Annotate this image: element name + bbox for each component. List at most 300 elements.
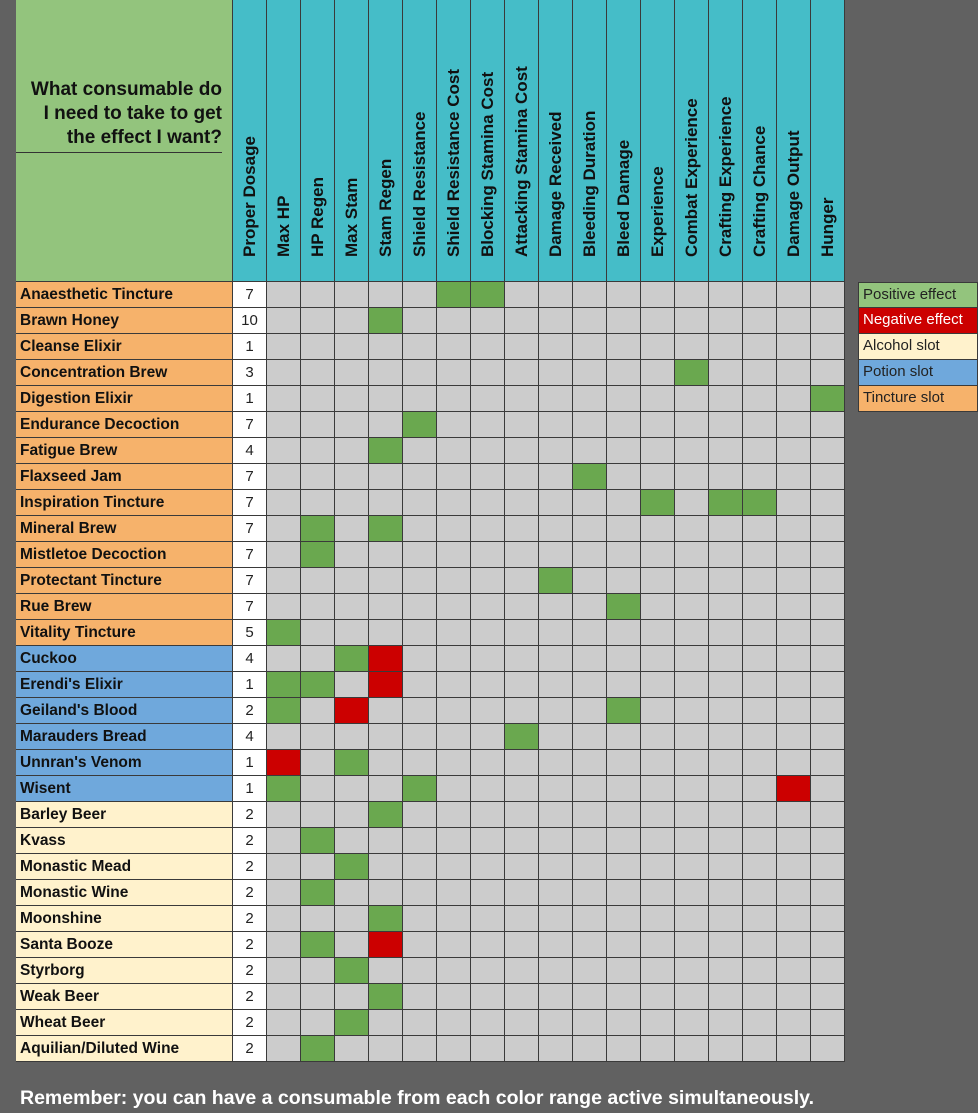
empty-effect-cell[interactable] [301,412,335,438]
empty-effect-cell[interactable] [811,438,845,464]
empty-effect-cell[interactable] [811,568,845,594]
empty-effect-cell[interactable] [505,932,539,958]
dosage-cell[interactable]: 7 [233,516,267,542]
empty-effect-cell[interactable] [369,828,403,854]
empty-effect-cell[interactable] [641,776,675,802]
empty-effect-cell[interactable] [743,1010,777,1036]
empty-effect-cell[interactable] [403,282,437,308]
empty-effect-cell[interactable] [607,776,641,802]
empty-effect-cell[interactable] [573,984,607,1010]
empty-effect-cell[interactable] [471,516,505,542]
empty-effect-cell[interactable] [539,386,573,412]
empty-effect-cell[interactable] [777,308,811,334]
empty-effect-cell[interactable] [505,282,539,308]
positive-effect-cell[interactable] [539,568,573,594]
empty-effect-cell[interactable] [471,1036,505,1062]
consumable-name-weak-beer[interactable]: Weak Beer [16,984,233,1010]
positive-effect-cell[interactable] [641,490,675,516]
empty-effect-cell[interactable] [675,282,709,308]
empty-effect-cell[interactable] [437,360,471,386]
empty-effect-cell[interactable] [267,802,301,828]
positive-effect-cell[interactable] [369,308,403,334]
consumable-name-fatigue-brew[interactable]: Fatigue Brew [16,438,233,464]
empty-effect-cell[interactable] [369,334,403,360]
empty-effect-cell[interactable] [267,464,301,490]
empty-effect-cell[interactable] [437,542,471,568]
empty-effect-cell[interactable] [709,1010,743,1036]
empty-effect-cell[interactable] [437,464,471,490]
consumable-name-wisent[interactable]: Wisent [16,776,233,802]
dosage-cell[interactable]: 2 [233,854,267,880]
empty-effect-cell[interactable] [437,620,471,646]
empty-effect-cell[interactable] [437,516,471,542]
empty-effect-cell[interactable] [437,490,471,516]
empty-effect-cell[interactable] [709,906,743,932]
empty-effect-cell[interactable] [573,282,607,308]
empty-effect-cell[interactable] [777,282,811,308]
empty-effect-cell[interactable] [607,334,641,360]
empty-effect-cell[interactable] [471,594,505,620]
empty-effect-cell[interactable] [811,334,845,360]
dosage-cell[interactable]: 2 [233,698,267,724]
empty-effect-cell[interactable] [369,958,403,984]
empty-effect-cell[interactable] [607,568,641,594]
empty-effect-cell[interactable] [675,438,709,464]
empty-effect-cell[interactable] [743,594,777,620]
consumable-name-kvass[interactable]: Kvass [16,828,233,854]
empty-effect-cell[interactable] [675,1036,709,1062]
empty-effect-cell[interactable] [743,828,777,854]
empty-effect-cell[interactable] [301,776,335,802]
empty-effect-cell[interactable] [335,672,369,698]
column-header-combat-experience[interactable] [675,0,709,282]
empty-effect-cell[interactable] [641,516,675,542]
empty-effect-cell[interactable] [743,958,777,984]
empty-effect-cell[interactable] [301,568,335,594]
empty-effect-cell[interactable] [709,360,743,386]
empty-effect-cell[interactable] [301,438,335,464]
consumable-name-brawn-honey[interactable]: Brawn Honey [16,308,233,334]
empty-effect-cell[interactable] [403,698,437,724]
consumable-name-concentration-brew[interactable]: Concentration Brew [16,360,233,386]
empty-effect-cell[interactable] [335,906,369,932]
empty-effect-cell[interactable] [335,464,369,490]
empty-effect-cell[interactable] [811,698,845,724]
empty-effect-cell[interactable] [777,1010,811,1036]
empty-effect-cell[interactable] [607,542,641,568]
empty-effect-cell[interactable] [505,750,539,776]
empty-effect-cell[interactable] [267,438,301,464]
consumable-name-flaxseed-jam[interactable]: Flaxseed Jam [16,464,233,490]
negative-effect-cell[interactable] [335,698,369,724]
empty-effect-cell[interactable] [505,646,539,672]
empty-effect-cell[interactable] [539,542,573,568]
consumable-name-cuckoo[interactable]: Cuckoo [16,646,233,672]
empty-effect-cell[interactable] [369,412,403,438]
consumable-name-unnran-s-venom[interactable]: Unnran's Venom [16,750,233,776]
empty-effect-cell[interactable] [471,438,505,464]
empty-effect-cell[interactable] [471,490,505,516]
empty-effect-cell[interactable] [811,958,845,984]
empty-effect-cell[interactable] [335,308,369,334]
empty-effect-cell[interactable] [709,542,743,568]
empty-effect-cell[interactable] [505,1010,539,1036]
column-header-damage-output[interactable] [777,0,811,282]
empty-effect-cell[interactable] [573,308,607,334]
empty-effect-cell[interactable] [267,932,301,958]
empty-effect-cell[interactable] [573,334,607,360]
positive-effect-cell[interactable] [607,594,641,620]
empty-effect-cell[interactable] [437,594,471,620]
positive-effect-cell[interactable] [369,984,403,1010]
empty-effect-cell[interactable] [811,854,845,880]
empty-effect-cell[interactable] [811,750,845,776]
empty-effect-cell[interactable] [369,464,403,490]
empty-effect-cell[interactable] [743,386,777,412]
empty-effect-cell[interactable] [641,672,675,698]
empty-effect-cell[interactable] [437,568,471,594]
empty-effect-cell[interactable] [811,464,845,490]
empty-effect-cell[interactable] [607,490,641,516]
empty-effect-cell[interactable] [437,932,471,958]
positive-effect-cell[interactable] [675,360,709,386]
empty-effect-cell[interactable] [267,542,301,568]
empty-effect-cell[interactable] [437,1010,471,1036]
empty-effect-cell[interactable] [437,1036,471,1062]
column-header-experience[interactable] [641,0,675,282]
empty-effect-cell[interactable] [403,438,437,464]
empty-effect-cell[interactable] [539,906,573,932]
dosage-cell[interactable]: 7 [233,568,267,594]
column-header-proper-dosage[interactable] [233,0,267,282]
empty-effect-cell[interactable] [573,438,607,464]
empty-effect-cell[interactable] [403,750,437,776]
empty-effect-cell[interactable] [777,360,811,386]
empty-effect-cell[interactable] [505,490,539,516]
empty-effect-cell[interactable] [267,880,301,906]
consumable-name-wheat-beer[interactable]: Wheat Beer [16,1010,233,1036]
empty-effect-cell[interactable] [709,672,743,698]
empty-effect-cell[interactable] [573,646,607,672]
empty-effect-cell[interactable] [811,516,845,542]
empty-effect-cell[interactable] [641,958,675,984]
positive-effect-cell[interactable] [301,880,335,906]
empty-effect-cell[interactable] [573,412,607,438]
positive-effect-cell[interactable] [743,490,777,516]
empty-effect-cell[interactable] [539,776,573,802]
empty-effect-cell[interactable] [403,516,437,542]
empty-effect-cell[interactable] [709,698,743,724]
empty-effect-cell[interactable] [743,984,777,1010]
empty-effect-cell[interactable] [267,958,301,984]
empty-effect-cell[interactable] [267,412,301,438]
empty-effect-cell[interactable] [641,646,675,672]
empty-effect-cell[interactable] [539,334,573,360]
empty-effect-cell[interactable] [369,1036,403,1062]
empty-effect-cell[interactable] [811,776,845,802]
empty-effect-cell[interactable] [267,984,301,1010]
empty-effect-cell[interactable] [301,464,335,490]
empty-effect-cell[interactable] [709,334,743,360]
empty-effect-cell[interactable] [403,880,437,906]
empty-effect-cell[interactable] [505,568,539,594]
empty-effect-cell[interactable] [471,698,505,724]
negative-effect-cell[interactable] [369,672,403,698]
empty-effect-cell[interactable] [777,412,811,438]
empty-effect-cell[interactable] [369,776,403,802]
empty-effect-cell[interactable] [777,334,811,360]
empty-effect-cell[interactable] [267,1036,301,1062]
positive-effect-cell[interactable] [267,776,301,802]
empty-effect-cell[interactable] [437,906,471,932]
empty-effect-cell[interactable] [335,516,369,542]
empty-effect-cell[interactable] [267,828,301,854]
empty-effect-cell[interactable] [539,854,573,880]
empty-effect-cell[interactable] [709,438,743,464]
empty-effect-cell[interactable] [301,308,335,334]
empty-effect-cell[interactable] [675,516,709,542]
empty-effect-cell[interactable] [335,282,369,308]
empty-effect-cell[interactable] [403,464,437,490]
empty-effect-cell[interactable] [709,568,743,594]
consumable-name-anaesthetic-tincture[interactable]: Anaesthetic Tincture [16,282,233,308]
empty-effect-cell[interactable] [505,542,539,568]
empty-effect-cell[interactable] [641,282,675,308]
empty-effect-cell[interactable] [607,854,641,880]
positive-effect-cell[interactable] [505,724,539,750]
empty-effect-cell[interactable] [675,334,709,360]
column-header-hunger[interactable] [811,0,845,282]
dosage-cell[interactable]: 2 [233,802,267,828]
dosage-cell[interactable]: 4 [233,646,267,672]
empty-effect-cell[interactable] [607,828,641,854]
empty-effect-cell[interactable] [267,516,301,542]
positive-effect-cell[interactable] [369,516,403,542]
empty-effect-cell[interactable] [505,360,539,386]
legend-positive-effect[interactable]: Positive effect [858,282,978,308]
empty-effect-cell[interactable] [709,828,743,854]
empty-effect-cell[interactable] [777,1036,811,1062]
empty-effect-cell[interactable] [641,620,675,646]
empty-effect-cell[interactable] [539,594,573,620]
empty-effect-cell[interactable] [743,542,777,568]
empty-effect-cell[interactable] [335,984,369,1010]
empty-effect-cell[interactable] [607,880,641,906]
empty-effect-cell[interactable] [301,360,335,386]
empty-effect-cell[interactable] [539,802,573,828]
empty-effect-cell[interactable] [505,334,539,360]
empty-effect-cell[interactable] [743,308,777,334]
negative-effect-cell[interactable] [369,932,403,958]
empty-effect-cell[interactable] [539,958,573,984]
empty-effect-cell[interactable] [505,984,539,1010]
empty-effect-cell[interactable] [777,854,811,880]
empty-effect-cell[interactable] [267,334,301,360]
empty-effect-cell[interactable] [369,568,403,594]
empty-effect-cell[interactable] [641,464,675,490]
empty-effect-cell[interactable] [743,802,777,828]
empty-effect-cell[interactable] [539,490,573,516]
empty-effect-cell[interactable] [777,438,811,464]
empty-effect-cell[interactable] [471,308,505,334]
empty-effect-cell[interactable] [267,906,301,932]
empty-effect-cell[interactable] [675,568,709,594]
empty-effect-cell[interactable] [607,516,641,542]
empty-effect-cell[interactable] [811,724,845,750]
empty-effect-cell[interactable] [403,1010,437,1036]
empty-effect-cell[interactable] [403,334,437,360]
empty-effect-cell[interactable] [301,1010,335,1036]
empty-effect-cell[interactable] [607,1010,641,1036]
empty-effect-cell[interactable] [709,282,743,308]
consumable-name-cleanse-elixir[interactable]: Cleanse Elixir [16,334,233,360]
empty-effect-cell[interactable] [641,1036,675,1062]
empty-effect-cell[interactable] [267,1010,301,1036]
empty-effect-cell[interactable] [811,620,845,646]
empty-effect-cell[interactable] [641,386,675,412]
empty-effect-cell[interactable] [301,646,335,672]
empty-effect-cell[interactable] [675,620,709,646]
empty-effect-cell[interactable] [335,724,369,750]
empty-effect-cell[interactable] [743,724,777,750]
empty-effect-cell[interactable] [811,412,845,438]
empty-effect-cell[interactable] [335,568,369,594]
column-header-damage-received[interactable] [539,0,573,282]
empty-effect-cell[interactable] [471,542,505,568]
empty-effect-cell[interactable] [811,594,845,620]
empty-effect-cell[interactable] [777,906,811,932]
empty-effect-cell[interactable] [437,412,471,438]
empty-effect-cell[interactable] [573,880,607,906]
empty-effect-cell[interactable] [505,438,539,464]
empty-effect-cell[interactable] [437,984,471,1010]
dosage-cell[interactable]: 2 [233,1010,267,1036]
positive-effect-cell[interactable] [607,698,641,724]
empty-effect-cell[interactable] [267,724,301,750]
empty-effect-cell[interactable] [573,490,607,516]
dosage-cell[interactable]: 2 [233,828,267,854]
empty-effect-cell[interactable] [641,438,675,464]
empty-effect-cell[interactable] [335,776,369,802]
empty-effect-cell[interactable] [675,750,709,776]
empty-effect-cell[interactable] [505,464,539,490]
empty-effect-cell[interactable] [743,646,777,672]
empty-effect-cell[interactable] [709,958,743,984]
empty-effect-cell[interactable] [641,802,675,828]
empty-effect-cell[interactable] [573,828,607,854]
empty-effect-cell[interactable] [743,906,777,932]
empty-effect-cell[interactable] [743,282,777,308]
empty-effect-cell[interactable] [335,438,369,464]
negative-effect-cell[interactable] [267,750,301,776]
empty-effect-cell[interactable] [675,542,709,568]
empty-effect-cell[interactable] [607,282,641,308]
empty-effect-cell[interactable] [369,542,403,568]
column-header-max-hp[interactable] [267,0,301,282]
empty-effect-cell[interactable] [403,360,437,386]
empty-effect-cell[interactable] [607,646,641,672]
empty-effect-cell[interactable] [335,490,369,516]
empty-effect-cell[interactable] [641,984,675,1010]
empty-effect-cell[interactable] [335,932,369,958]
empty-effect-cell[interactable] [301,334,335,360]
empty-effect-cell[interactable] [437,438,471,464]
empty-effect-cell[interactable] [471,386,505,412]
empty-effect-cell[interactable] [505,828,539,854]
empty-effect-cell[interactable] [675,984,709,1010]
empty-effect-cell[interactable] [403,594,437,620]
dosage-cell[interactable]: 10 [233,308,267,334]
empty-effect-cell[interactable] [471,984,505,1010]
empty-effect-cell[interactable] [811,1010,845,1036]
empty-effect-cell[interactable] [539,464,573,490]
empty-effect-cell[interactable] [607,620,641,646]
empty-effect-cell[interactable] [811,308,845,334]
empty-effect-cell[interactable] [403,542,437,568]
positive-effect-cell[interactable] [301,542,335,568]
empty-effect-cell[interactable] [811,984,845,1010]
empty-effect-cell[interactable] [301,906,335,932]
dosage-cell[interactable]: 7 [233,412,267,438]
empty-effect-cell[interactable] [607,308,641,334]
empty-effect-cell[interactable] [709,724,743,750]
empty-effect-cell[interactable] [709,594,743,620]
empty-effect-cell[interactable] [301,854,335,880]
empty-effect-cell[interactable] [641,360,675,386]
empty-effect-cell[interactable] [811,828,845,854]
positive-effect-cell[interactable] [301,1036,335,1062]
empty-effect-cell[interactable] [301,620,335,646]
empty-effect-cell[interactable] [539,282,573,308]
empty-effect-cell[interactable] [369,724,403,750]
empty-effect-cell[interactable] [369,698,403,724]
dosage-cell[interactable]: 2 [233,1036,267,1062]
empty-effect-cell[interactable] [777,542,811,568]
empty-effect-cell[interactable] [641,724,675,750]
empty-effect-cell[interactable] [471,724,505,750]
empty-effect-cell[interactable] [539,1010,573,1036]
empty-effect-cell[interactable] [471,412,505,438]
empty-effect-cell[interactable] [267,594,301,620]
column-header-stam-regen[interactable] [369,0,403,282]
empty-effect-cell[interactable] [301,594,335,620]
empty-effect-cell[interactable] [539,1036,573,1062]
dosage-cell[interactable]: 2 [233,906,267,932]
empty-effect-cell[interactable] [675,932,709,958]
empty-effect-cell[interactable] [505,854,539,880]
positive-effect-cell[interactable] [471,282,505,308]
empty-effect-cell[interactable] [607,412,641,438]
positive-effect-cell[interactable] [709,490,743,516]
dosage-cell[interactable]: 2 [233,958,267,984]
column-header-crafting-chance[interactable] [743,0,777,282]
empty-effect-cell[interactable] [267,360,301,386]
dosage-cell[interactable]: 5 [233,620,267,646]
positive-effect-cell[interactable] [811,386,845,412]
empty-effect-cell[interactable] [403,984,437,1010]
empty-effect-cell[interactable] [743,932,777,958]
empty-effect-cell[interactable] [267,568,301,594]
empty-effect-cell[interactable] [539,360,573,386]
positive-effect-cell[interactable] [267,620,301,646]
empty-effect-cell[interactable] [777,594,811,620]
legend-tincture-slot[interactable]: Tincture slot [858,386,978,412]
empty-effect-cell[interactable] [505,802,539,828]
empty-effect-cell[interactable] [539,412,573,438]
empty-effect-cell[interactable] [777,490,811,516]
empty-effect-cell[interactable] [573,516,607,542]
empty-effect-cell[interactable] [335,542,369,568]
